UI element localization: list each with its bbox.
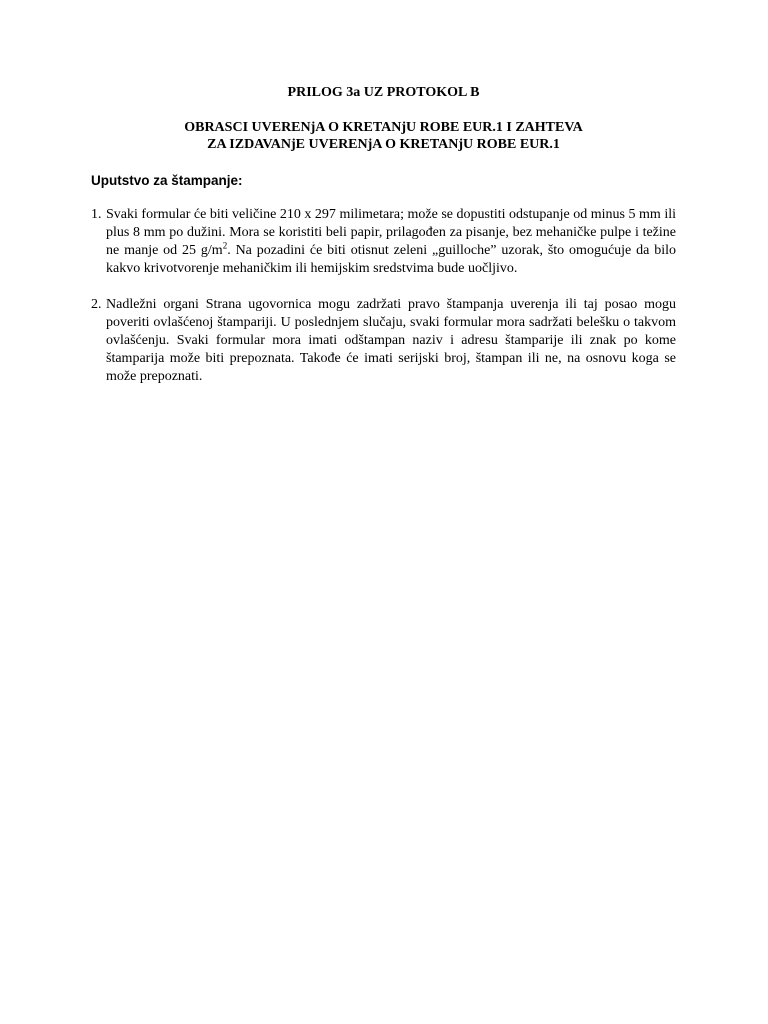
heading-line-2: ZA IZDAVANjE UVERENjA O KRETANjU ROBE EUR.1	[207, 137, 560, 152]
document-title: PRILOG 3a UZ PROTOKOL B	[287, 85, 480, 100]
superscript: 2	[222, 240, 228, 251]
list-item-text	[106, 206, 676, 278]
list-item-number: 1.	[91, 207, 102, 222]
list-item-text: Nadležni organi Strana ugovornica mogu zadržati pravo štampanja uverenja ili taj posao mogu poveriti ovlašćenoj štampariji. U poslednjem slučaju, svaki formular mora sadržati belešku o takvom ovlašćenju. Svaki formular mora imati odštampan naziv i adresu štamparije ili znak po kome štamparija može biti prepoznata. Takođe će imati serijski broj, štampan ili ne, na osnovu koga se može prepoznati.	[106, 297, 676, 384]
list-item-text-part: Svaki formular će biti veličine 210 x 297 milimetara; može se dopustiti odstupanje od minus 5 mm ili plus 8 mm po dužini. Mora se koristiti beli papir, prilagođen za pisanje, bez mehaničke pulpe i težine ne manje od 25 g/m	[106, 207, 676, 258]
list-item	[91, 296, 676, 386]
heading-line-1: OBRASCI UVERENjA O KRETANjU ROBE EUR.1 I ZAHTEVA	[184, 120, 583, 135]
document-heading	[91, 119, 676, 153]
list-item-number: 2.	[91, 297, 102, 312]
instructions-list	[91, 206, 676, 386]
document-page	[91, 84, 676, 386]
list-item	[91, 206, 676, 278]
printing-instructions-subheading: Uputstvo za štampanje:	[91, 173, 243, 188]
list-item-text-part: . Na pozadini će biti otisnut zeleni „guilloche” uzorak, što omogućuje da bilo kakvo krivotvorenje mehaničkim ili hemijskim sredstvima bude uočljivo.	[106, 243, 676, 276]
